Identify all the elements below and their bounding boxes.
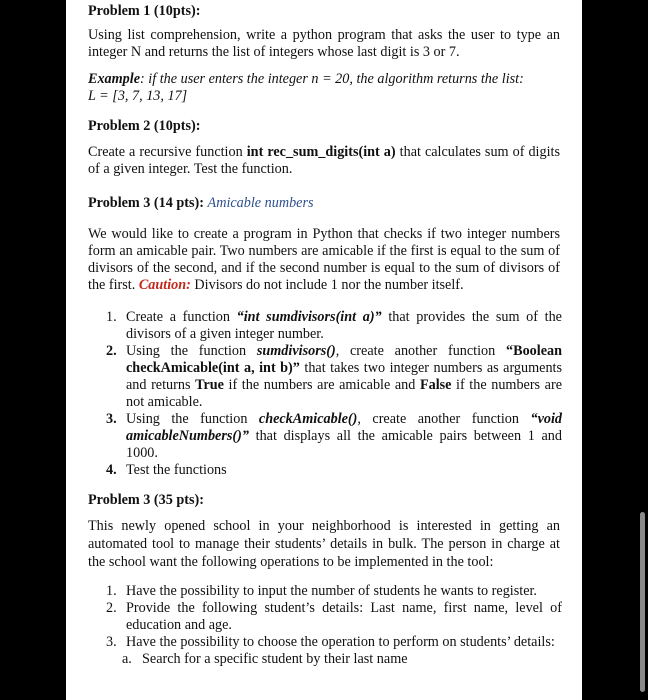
scrollbar-thumb[interactable]: [640, 512, 645, 692]
list-item: 1. Create a function “int sumdivisors(int a)” that provides the sum of the divisors of a given integer number.: [106, 309, 562, 342]
problem1-heading: Problem 1 (10pts):: [88, 3, 201, 19]
list-item: 3. Using the function checkAmicable(), create another function “void amicableNumbers()” that displays all the amicable pairs between 1 and 1000.: [106, 411, 562, 461]
problem2-heading: Problem 2 (10pts):: [88, 118, 201, 134]
list-item: 4. Test the functions: [106, 462, 227, 478]
list-item: 3. Have the possibility to choose the operation to perform on students’ details:: [106, 634, 555, 650]
list-item: 2. Provide the following student’s details: Last name, first name, level of education and age.: [106, 600, 562, 633]
problem3b-intro: This newly opened school in your neighborhood is interested in getting an automated tool to manage their students’ details in bulk. The person in charge at the school want the following operations to be implemented in the tool:: [88, 518, 560, 570]
problem3b-task-list: [106, 583, 562, 668]
problem1-text: Using list comprehension, write a python program that asks the user to type an integer N and returns the list of integers whose last digit is 3 or 7.: [88, 27, 560, 60]
list-item: 1. Have the possibility to input the number of students he wants to register.: [106, 583, 537, 599]
problem3a-intro: We would like to create a program in Python that checks if two integer numbers form an amicable pair. Two numbers are amicable if the first is equal to the sum of divisors of the second, and if the second number is equal to the sum of divisors of the first. Caution: Divisors do not include 1 nor the number itself.: [88, 226, 560, 293]
problem2-text: Create a recursive function int rec_sum_digits(int a) that calculates sum of digits of a given integer. Test the function.: [88, 144, 560, 177]
list-item: a. Search for a specific student by their last name: [122, 651, 408, 667]
problem3a-heading: Problem 3 (14 pts): Amicable numbers: [88, 195, 314, 211]
caution-label: Caution:: [138, 277, 191, 293]
problem3a-subtitle: Amicable numbers: [207, 195, 314, 211]
problem1-example: Example: if the user enters the integer n = 20, the algorithm returns the list: L = [3, 7, 13, 17]: [88, 71, 524, 104]
problem3b-heading: Problem 3 (35 pts):: [88, 492, 204, 508]
list-item: 2. Using the function sumdivisors(), create another function “Boolean checkAmicable(int a, int b)” that takes two integer numbers as arguments and returns True if the numbers are amicable and False if the numbers are not amicable.: [106, 343, 562, 410]
problem3a-task-list: [106, 309, 562, 479]
document-page: [66, 0, 582, 700]
